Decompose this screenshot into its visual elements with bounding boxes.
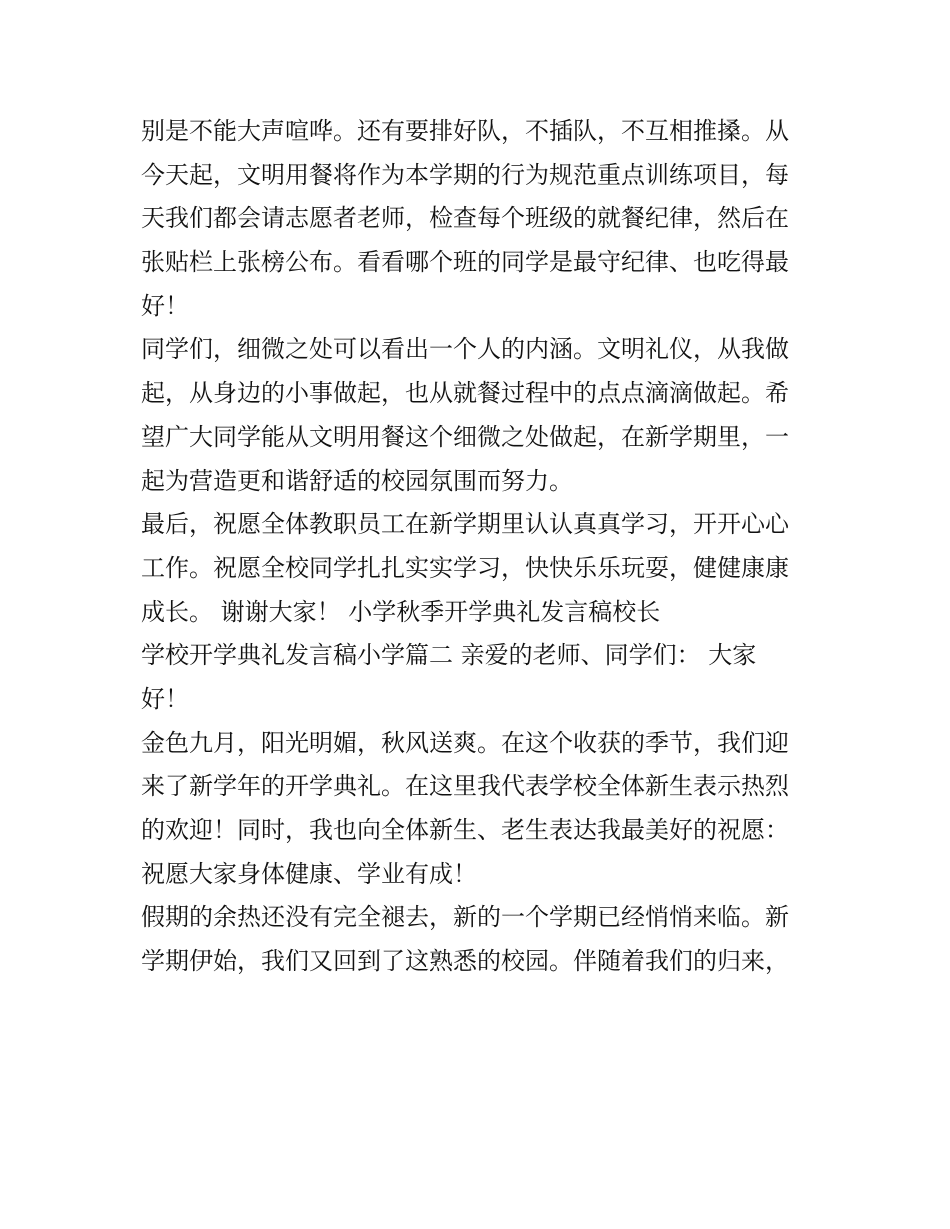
text-line: 起为营造更和谐舒适的校园氛围而努力。 — [141, 466, 573, 495]
text-line: 工作。祝愿全校同学扎扎实实学习，快快乐乐玩耍，健健康康 — [141, 553, 789, 582]
text-line: 好！ — [141, 291, 189, 320]
text-line: 祝愿大家身体健康、学业有成！ — [141, 859, 477, 888]
text-line: 来了新学年的开学典礼。在这里我代表学校全体新生表示热烈 — [141, 772, 789, 801]
text-line: 起，从身边的小事做起，也从就餐过程中的点点滴滴做起。希 — [141, 379, 789, 408]
text-line: 的欢迎！同时，我也向全体新生、老生表达我最美好的祝愿： — [141, 816, 789, 844]
text-line: 学校开学典礼发言稿小学篇二 亲爱的老师、同学们： 大家 — [141, 641, 757, 670]
text-line: 望广大同学能从文明用餐这个细微之处做起，在新学期里，一 — [141, 422, 789, 451]
text-line: 张贴栏上张榜公布。看看哪个班的同学是最守纪律、也吃得最 — [141, 248, 789, 277]
text-line: 成长。 谢谢大家！ 小学秋季开学典礼发言稿校长 — [141, 597, 661, 626]
text-line: 好！ — [141, 684, 189, 713]
text-line: 学期伊始，我们又回到了这熟悉的校园。伴随着我们的归来， — [141, 947, 789, 976]
text-line: 金色九月，阳光明媚，秋风送爽。在这个收获的季节，我们迎 — [141, 728, 789, 757]
document-body — [141, 110, 821, 984]
text-line: 最后，祝愿全体教职员工在新学期里认认真真学习，开开心心 — [141, 510, 789, 539]
text-line: 今天起，文明用餐将作为本学期的行为规范重点训练项目，每 — [141, 160, 789, 189]
text-line: 同学们，细微之处可以看出一个人的内涵。文明礼仪，从我做 — [141, 335, 789, 364]
text-line: 别是不能大声喧哗。还有要排好队，不插队，不互相推搡。从 — [141, 117, 789, 145]
text-line: 天我们都会请志愿者老师，检查每个班级的就餐纪律，然后在 — [141, 204, 789, 233]
text-line: 假期的余热还没有完全褪去，新的一个学期已经悄悄来临。新 — [141, 903, 789, 932]
